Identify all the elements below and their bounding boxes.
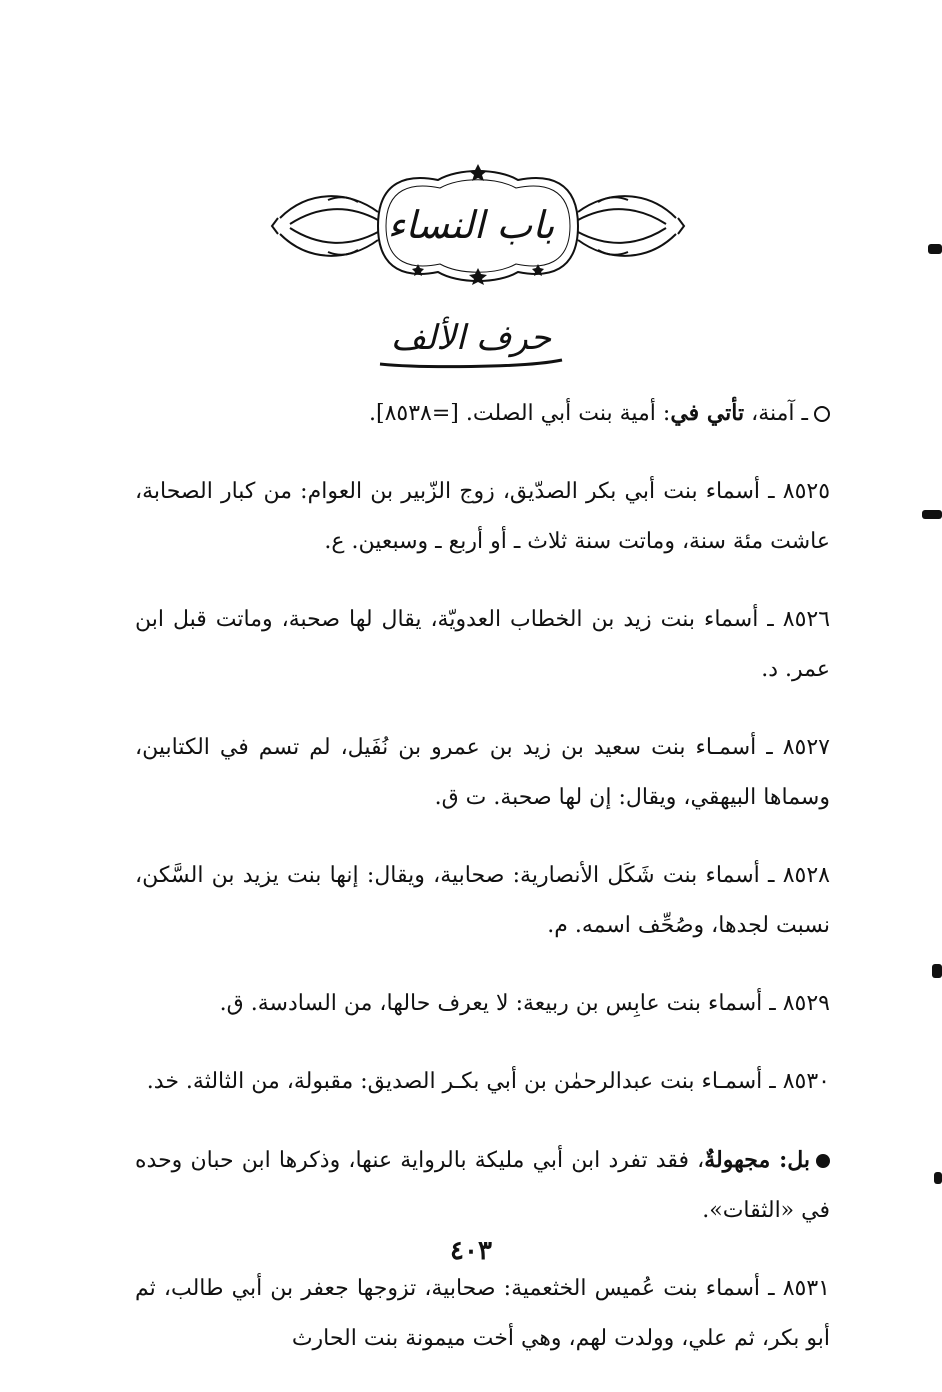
- entry-number: ٨٥٣٠: [782, 1069, 830, 1094]
- title-underline-icon: [378, 356, 564, 370]
- filled-circle-icon: [816, 1154, 830, 1168]
- entry-editor-note: [135, 1135, 830, 1236]
- entry-number: ٨٥٢٦: [782, 607, 831, 632]
- entry-text: ـ أسماء بنت عُميس الخثعمية: صحابية، تزوجها جعفر بن أبي طالب، ثم أبو بكر، ثم علي، وولدت لهم، وهي أخت ميمونة بنت الحارث: [135, 1276, 830, 1351]
- entry-text: ـ أسماء بنت عابِس بن ربيعة: لا يعرف حالها، من السادسة. ق.: [219, 991, 776, 1016]
- entry-8527: [135, 723, 830, 823]
- entry-text: ـ أسماء بنت شَكَل الأنصارية: صحابية، ويقال: إنها بنت يزيد بن السَّكن، نسبت لجدها، وصُحِّف اسمه. م.: [135, 863, 830, 938]
- entry-8530: [135, 1057, 830, 1107]
- entry-number: ٨٥٢٥: [782, 479, 831, 504]
- entry-text: ـ أسمـاء بنت عبدالرحمٰن بن أبي بكـر الصديق: مقبولة، من الثالثة. خد.: [146, 1069, 776, 1094]
- entry-prefix: ـ آمنة،: [744, 401, 808, 426]
- entry-number: ٨٥٢٧: [782, 735, 830, 760]
- chapter-title: باب النساء: [387, 203, 555, 247]
- entry-cross-reference: [135, 388, 830, 439]
- scan-edge-mark: [932, 964, 942, 978]
- scan-edge-mark: [928, 244, 942, 254]
- section-title: حرف الألف: [390, 318, 552, 358]
- entry-text: ـ أسمـاء بنت سعيد بن زيد بن عمرو بن نُفَيل، لم تسم في الكتابين، وسماها البيهقي، ويقال: إن لها صحبة. ت ق.: [135, 735, 830, 810]
- entry-number: ٨٥٢٨: [782, 863, 830, 888]
- entry-emphasis: بل: مجهولةٌ: [704, 1147, 810, 1173]
- entry-8525: [135, 467, 830, 567]
- entry-number: ٨٥٣١: [782, 1276, 830, 1301]
- entry-8528: [135, 851, 830, 951]
- entry-8526: [135, 595, 830, 695]
- entry-8529: [135, 979, 830, 1029]
- entry-text: ، فقد تفرد ابن أبي مليكة بالرواية عنها، وذكرها ابن حبان وحده في «الثقات».: [135, 1148, 830, 1223]
- scan-edge-mark: [922, 510, 942, 519]
- entry-text: ـ أسماء بنت أبي بكر الصدّيق، زوج الزّبير بن العوام: من كبار الصحابة، عاشت مئة سنة، وماتت سنة ثلاث ـ أو أربع ـ وسبعين. ع.: [135, 479, 830, 554]
- entry-emphasis: تأتي في: [670, 400, 745, 426]
- entry-8531: [135, 1264, 830, 1364]
- entry-number: ٨٥٢٩: [782, 991, 830, 1016]
- scan-edge-mark: [934, 1172, 942, 1184]
- open-circle-icon: [814, 406, 830, 422]
- entry-text: : أمية بنت أبي الصلت. [=٨٥٣٨].: [369, 401, 671, 426]
- entry-text: ـ أسماء بنت زيد بن الخطاب العدويّة، يقال لها صحبة، وماتت قبل ابن عمر. د.: [135, 607, 830, 682]
- page-number: ٤٠٣: [450, 1236, 492, 1266]
